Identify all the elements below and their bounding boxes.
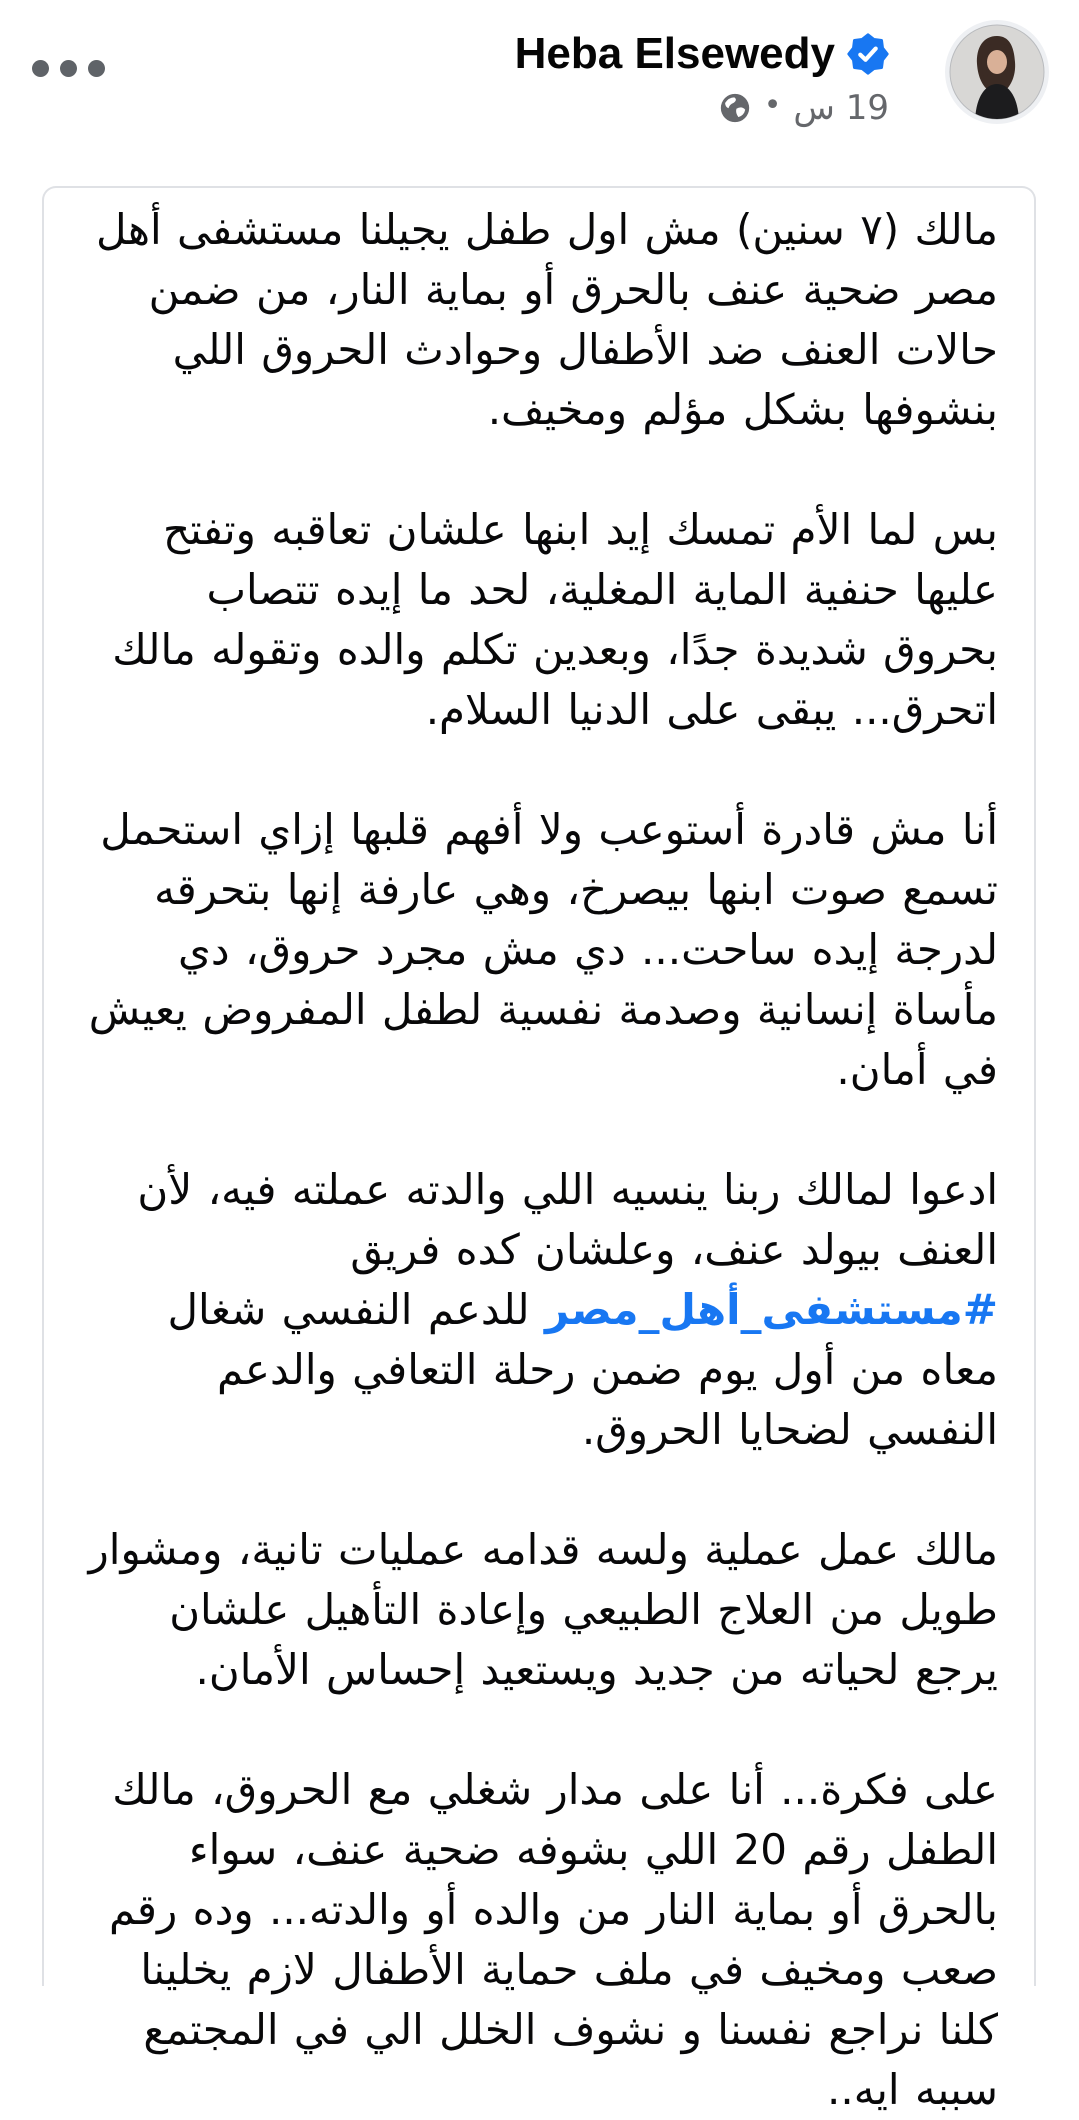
hashtag-link[interactable]: #مستشفى_أهل_مصر bbox=[544, 1285, 998, 1334]
post-body-card bbox=[42, 186, 1036, 2114]
ellipsis-icon bbox=[32, 60, 49, 77]
ellipsis-icon bbox=[60, 60, 77, 77]
avatar[interactable] bbox=[945, 20, 1049, 124]
timestamp[interactable]: 19 س bbox=[793, 88, 889, 129]
verified-badge-icon bbox=[847, 33, 889, 75]
post-paragraph: على فكرة... أنا على مدار شغلي مع الحروق، مالك الطفل رقم 20 اللي بشوفه ضحية عنف، سواء بالحرق أو بماية النار من والده أو والدته... وده رقم صعب ومخيف في ملف حماية الأطفال لازم يخلينا كلنا نراجع نفسنا و نشوف الخلل الي في المجتمع سببه ايه.. bbox=[108, 1765, 998, 2114]
avatar-photo bbox=[975, 36, 1019, 124]
author-row bbox=[515, 30, 889, 78]
paragraph-text: للدعم النفسي شغال معاه من أول يوم ضمن رحلة التعافي والدعم النفسي لضحايا الحروق. bbox=[167, 1285, 998, 1454]
post-meta-row bbox=[515, 88, 889, 128]
globe-icon bbox=[718, 91, 752, 125]
author-name[interactable]: Heba Elsewedy bbox=[514, 29, 835, 78]
separator-dot: • bbox=[763, 88, 782, 124]
post-paragraph: أنا مش قادرة أستوعب ولا أفهم قلبها إزاي استحمل تسمع صوت ابنها بيصرخ، وهي عارفة إنها بتحرقه لدرجة إيده ساحت... دي مش مجرد حروق، دي مأساة إنسانية وصدمة نفسية لطفل المفروض يعيش في أمان. bbox=[88, 805, 998, 1094]
ellipsis-icon bbox=[88, 60, 105, 77]
post-header bbox=[0, 0, 1079, 146]
post-paragraph-with-hashtag bbox=[80, 1160, 998, 1460]
post-paragraph: بس لما الأم تمسك إيد ابنها علشان تعاقبه وتفتح عليها حنفية الماية المغلية، لحد ما إيده تتصاب بحروق شديدة جدًا، وبعدين تكلم والده وتقوله مالك اتحرق... يبقى على الدنيا السلام. bbox=[112, 505, 998, 734]
post-paragraph: مالك (٧ سنين) مش اول طفل يجيلنا مستشفى أهل مصر ضحية عنف بالحرق أو بماية النار، من ضمن حالات العنف ضد الأطفال وحوادث الحروق اللي بنشوفها بشكل مؤلم ومخيف. bbox=[96, 205, 998, 434]
post-paragraph: مالك عمل عملية ولسه قدامه عمليات تانية، ومشوار طويل من العلاج الطبيعي وإعادة التأهيل علشان يرجع لحياته من جديد ويستعيد إحساس الأمان. bbox=[88, 1525, 998, 1694]
author-block bbox=[515, 30, 889, 128]
more-options-button[interactable] bbox=[30, 50, 107, 87]
paragraph-text: ادعوا لمالك ربنا ينسيه اللي والدته عملته فيه، لأن العنف بيولد عنف، وعلشان كده فريق bbox=[137, 1165, 998, 1274]
